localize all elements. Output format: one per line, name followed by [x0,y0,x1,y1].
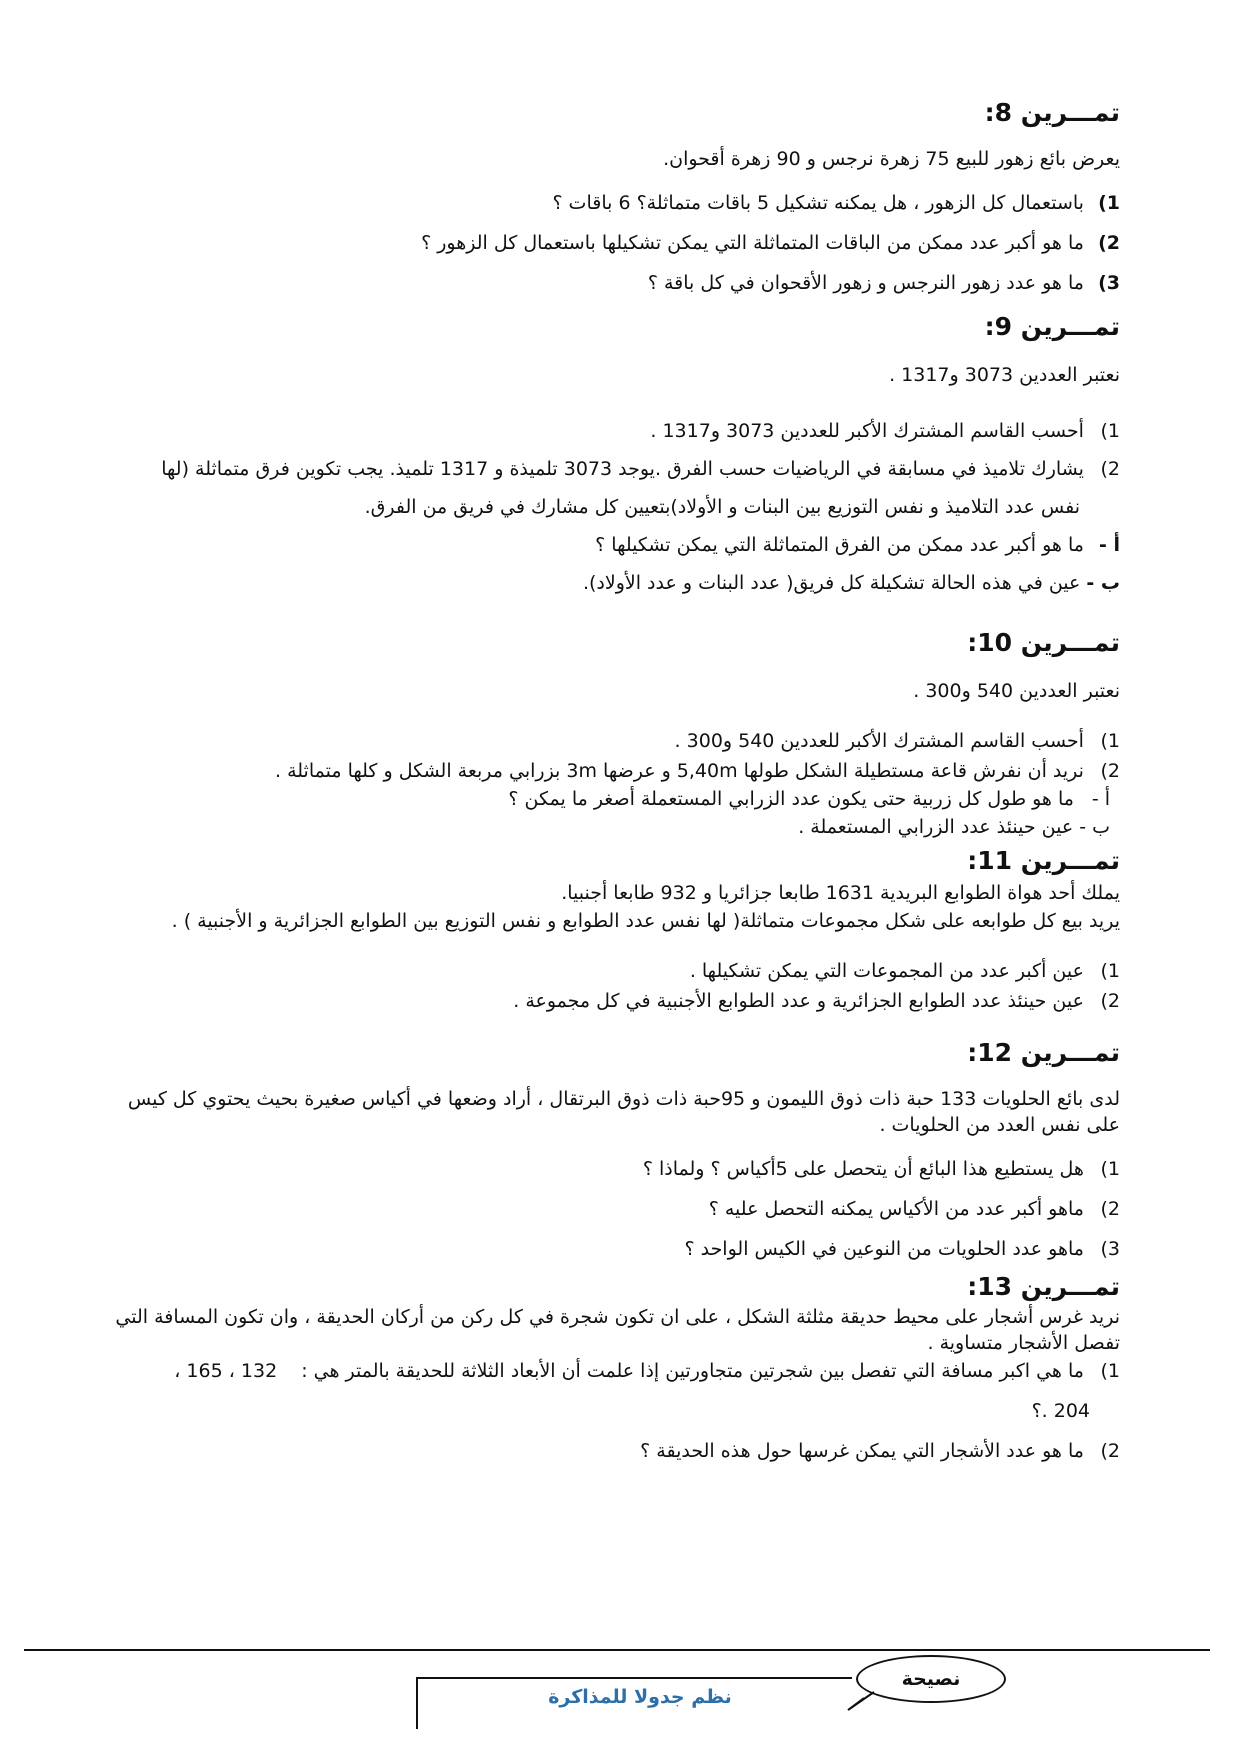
exercise-13-intro: نريد غرس أشجار على محيط حديقة مثلثة الشكل ، على ان تكون شجرة في كل ركن من أركان الحديقة ، وان تكون المسافة التي تفصل الأشجار متساوية . [115,1306,1120,1354]
exercise-12-intro: لدى بائع الحلويات 133 حبة ذات ذوق الليمون و 95حبة ذات ذوق البرتقال ، أراد وضعها في أكياس صغيرة بحيث يحتوي كل كيس على نفس العدد من الحلويات . [127,1088,1120,1136]
exercise-13-question-2: 2) ما هو عدد الأشجار التي يمكن غرسها حول هذه الحديقة ؟ [640,1440,1120,1462]
exercise-10-question-b: ب - عين حينئذ عدد الزرابي المستعملة . [798,816,1110,838]
exercise-12-question-3: 3) ماهو عدد الحلويات من النوعين في الكيس الواحد ؟ [684,1238,1120,1260]
exercise-13-title: تمـــرين 13: [967,1272,1120,1301]
exercise-10-question-1: 1) أحسب القاسم المشترك الأكبر للعددين 540 و300 . [674,730,1120,752]
exercise-11-title: تمـــرين 11: [967,846,1120,875]
exercise-9-question-2-cont: نفس عدد التلاميذ و نفس التوزيع بين البنات و الأولاد)بتعيين كل مشارك في فريق من الفرق. [364,496,1080,518]
exercise-11-question-1: 1) عين أكبر عدد من المجموعات التي يمكن تشكيلها . [689,960,1120,982]
exercise-10-question-a: أ - ما هو طول كل زربية حتى يكون عدد الزرابي المستعملة أصغر ما يمكن ؟ [508,788,1110,810]
exercise-8-question-1: 1) باستعمال كل الزهور ، هل يمكنه تشكيل 5 باقات متماثلة؟ 6 باقات ؟ [552,192,1120,214]
advice-bubble: نصيحة [856,1655,1006,1703]
exercise-9-title: تمـــرين 9: [984,312,1120,341]
exercise-9-question-a: أ - ما هو أكبر عدد ممكن من الفرق المتماثلة التي يمكن تشكيلها ؟ [595,534,1120,556]
exercise-10-intro: نعتبر العددين 540 و300 . [913,680,1120,702]
exercise-9-intro: نعتبر العددين 3073 و1317 . [889,364,1120,386]
exercise-8-question-3: 3) ما هو عدد زهور النرجس و زهور الأقحوان في كل باقة ؟ [647,272,1120,294]
exercise-11-intro-2: يريد بيع كل طوابعه على شكل مجموعات متماثلة( لها نفس عدد الطوابع و نفس التوزيع بين الطوابع الجزائرية و الأجنبية ) . [171,910,1120,932]
exercise-11-intro-1: يملك أحد هواة الطوابع البريدية 1631 طابعا جزائريا و 932 طابعا أجنبيا. [561,882,1120,904]
exercise-10-question-2: 2) نريد أن نفرش قاعة مستطيلة الشكل طولها 5,40m و عرضها 3m بزرابي مربعة الشكل و كلها متماثلة . [275,760,1120,782]
exercise-9-question-b: ب - عين في هذه الحالة تشكيلة كل فريق( عدد البنات و عدد الأولاد). [582,572,1120,594]
exercise-9-question-2: 2) يشارك تلاميذ في مسابقة في الرياضيات حسب الفرق .يوجد 3073 تلميذة و 1317 تلميذ. يجب تكوين فرق متماثلة (لها [161,458,1120,480]
exercise-8-intro: يعرض بائع زهور للبيع 75 زهرة نرجس و 90 زهرة أقحوان. [663,148,1120,170]
exercise-13-question-1-cont: 204 .؟ [1031,1400,1090,1422]
exercise-8-title: تمـــرين 8: [984,98,1120,127]
exercise-12-title: تمـــرين 12: [967,1038,1120,1067]
garden-dimensions: 132 ، 165 ، [174,1360,278,1382]
exercise-13-question-1: 1) ما هي اكبر مسافة التي تفصل بين شجرتين متجاورتين إذا علمت أن الأبعاد الثلاثة للحديقة بالمتر هي : 132 ، 165 ، [174,1360,1120,1382]
exercise-10-title: تمـــرين 10: [967,628,1120,657]
exercise-11-question-2: 2) عين حينئذ عدد الطوابع الجزائرية و عدد الطوابع الأجنبية في كل مجموعة . [513,990,1120,1012]
study-tip-text: نظم جدولا للمذاكرة [548,1686,732,1708]
footer-divider [24,1649,1210,1651]
exercise-9-question-1: 1) أحسب القاسم المشترك الأكبر للعددين 3073 و1317 . [650,420,1120,442]
exercise-12-question-2: 2) ماهو أكبر عدد من الأكياس يمكنه التحصل عليه ؟ [708,1198,1120,1220]
exercise-12-question-1: 1) هل يستطيع هذا البائع أن يتحصل على 5أكياس ؟ ولماذا ؟ [642,1158,1120,1180]
exercise-8-question-2: 2) ما هو أكبر عدد ممكن من الباقات المتماثلة التي يمكن تشكيلها باستعمال كل الزهور ؟ [421,232,1120,254]
